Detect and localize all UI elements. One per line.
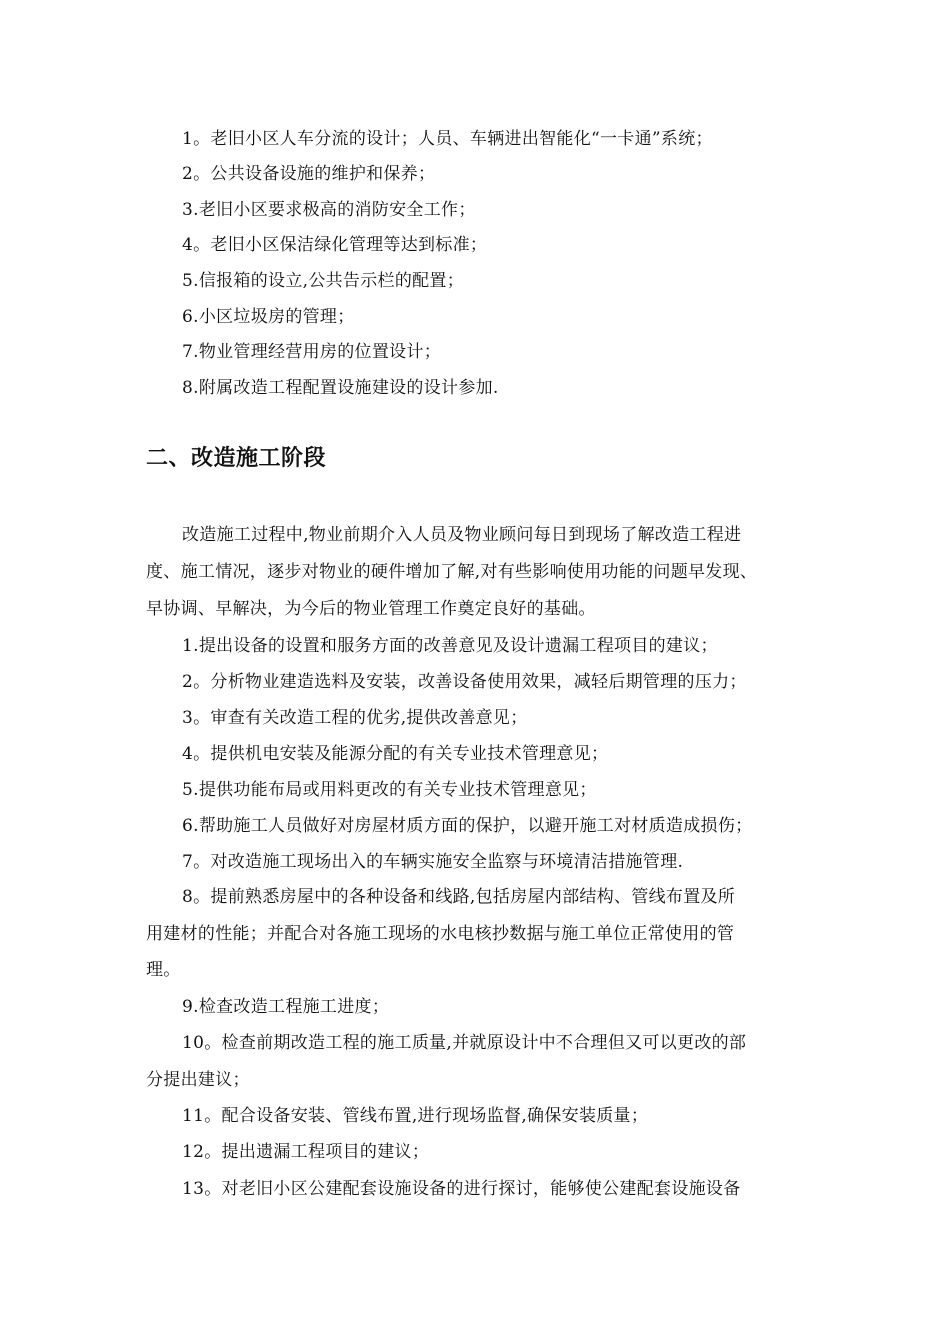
list-item: 12。提出遗漏工程项目的建议； [182, 1142, 430, 1162]
list-item-continuation: 理。 [146, 960, 181, 980]
intro-line: 度、施工情况，逐步对物业的硬件增加了解,对有些影响使用功能的问题早发现、 [146, 562, 758, 582]
list-item: 4。提供机电安装及能源分配的有关专业技术管理意见； [182, 744, 609, 764]
list-item: 13。对老旧小区公建配套设施设备的进行探讨，能够使公建配套设施设备 [182, 1179, 741, 1199]
list-item: 2。公共设备设施的维护和保养； [182, 164, 436, 184]
list-item-continuation: 分提出建议； [146, 1070, 250, 1090]
list-item: 5.提供功能布局或用料更改的有关专业技术管理意见； [182, 780, 597, 800]
list-item: 5.信报箱的设立,公共告示栏的配置； [182, 271, 465, 291]
intro-line: 早协调、早解决，为今后的物业管理工作奠定良好的基础。 [146, 599, 596, 619]
list-item: 4。老旧小区保洁绿化管理等达到标准； [182, 235, 488, 255]
list-item: 2。分析物业建造选料及安装，改善设备使用效果，减轻后期管理的压力； [182, 672, 747, 692]
list-item: 6.小区垃圾房的管理； [182, 307, 355, 327]
list-item-continuation: 用建材的性能；并配合对各施工现场的水电核抄数据与施工单位正常使用的管 [146, 924, 735, 944]
list-item: 3。审查有关改造工程的优劣,提供改善意见； [182, 708, 528, 728]
list-item: 10。检查前期改造工程的施工质量,并就原设计中不合理但又可以更改的部 [182, 1033, 747, 1053]
list-item: 7。对改造施工现场出入的车辆实施安全监察与环境清洁措施管理. [182, 852, 684, 872]
section-heading: 二、改造施工阶段 [146, 446, 327, 471]
list-item: 3.老旧小区要求极高的消防安全工作； [182, 200, 476, 220]
list-item: 9.检查改造工程施工进度； [182, 997, 390, 1017]
list-item: 11。配合设备安装、管线布置,进行现场监督,确保安装质量； [182, 1106, 649, 1126]
list-item: 1.提出设备的设置和服务方面的改善意见及设计遗漏工程项目的建议； [182, 636, 718, 656]
intro-line: 改造施工过程中,物业前期介入人员及物业顾问每日到现场了解改造工程进 [182, 525, 742, 545]
list-item: 1。老旧小区人车分流的设计；人员、车辆进出智能化“一卡通”系统； [182, 129, 713, 149]
list-item: 7.物业管理经营用房的位置设计； [182, 342, 442, 362]
list-item: 6.帮助施工人员做好对房屋材质方面的保护，以避开施工对材质造成损伤； [182, 816, 753, 836]
list-item: 8。提前熟悉房屋中的各种设备和线路,包括房屋内部结构、管线布置及所 [182, 887, 736, 907]
list-item: 8.附属改造工程配置设施建设的设计参加. [182, 378, 499, 398]
